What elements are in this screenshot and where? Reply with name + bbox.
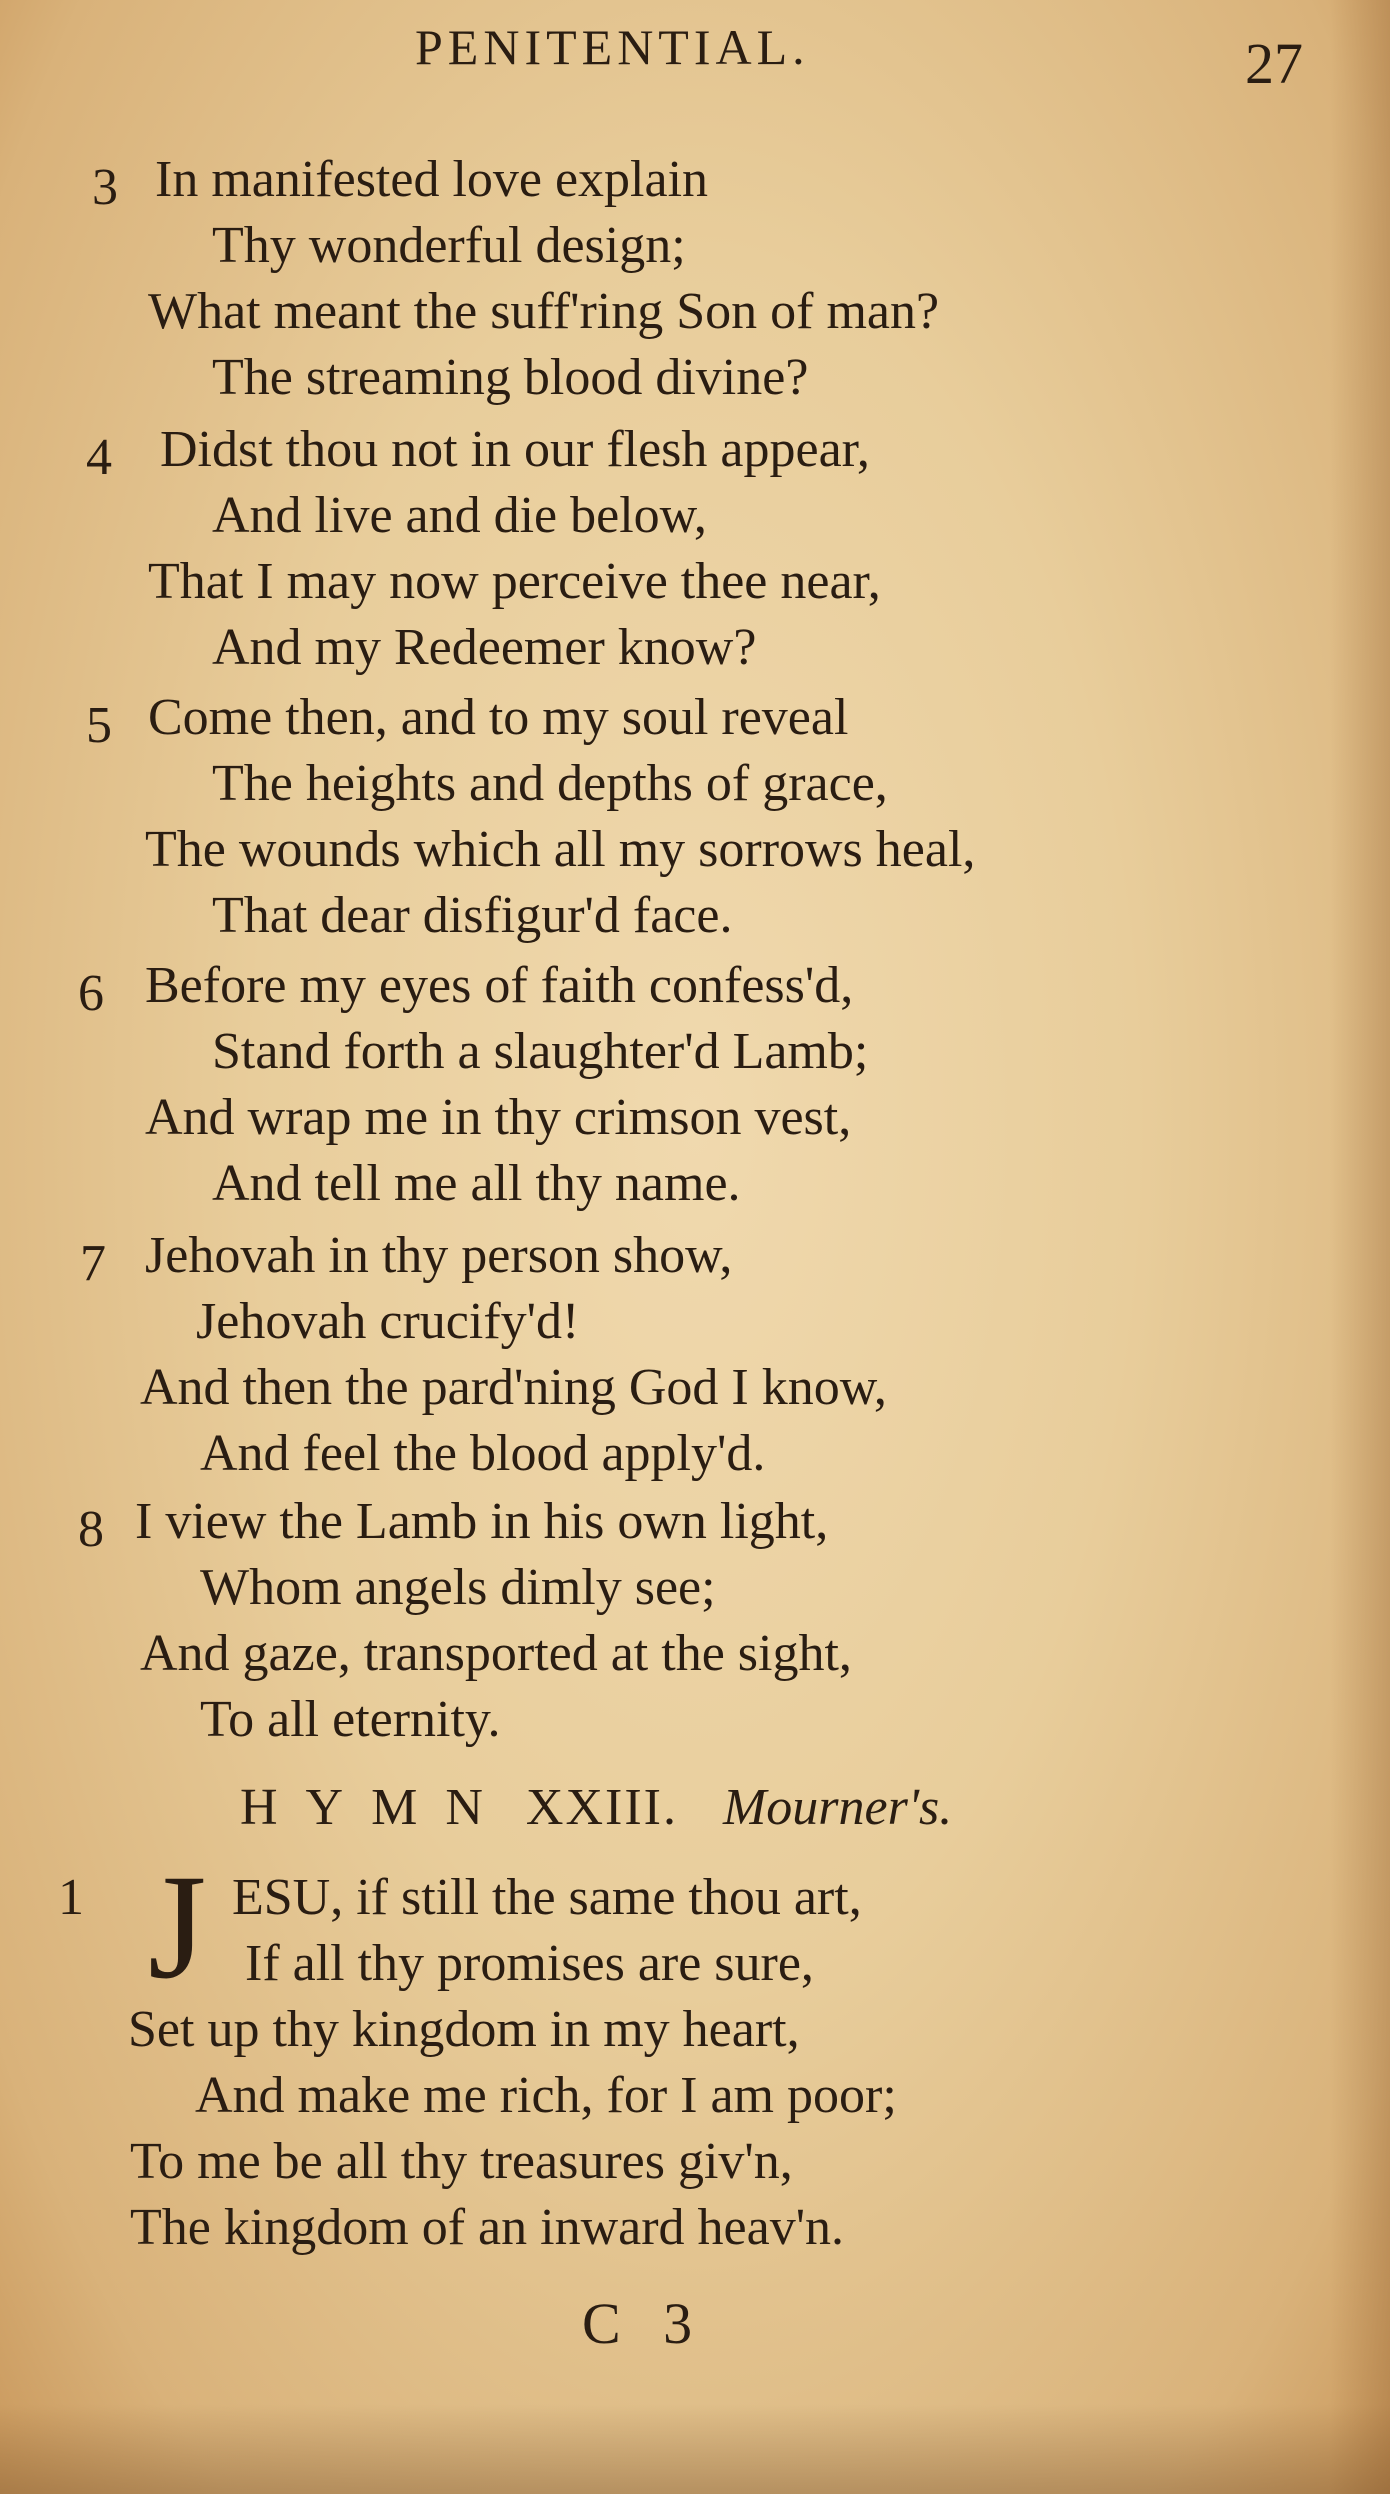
verse-line: What meant the suff'ring Son of man? (148, 283, 940, 340)
verse-line: Stand forth a slaughter'd Lamb; (212, 1023, 869, 1080)
hymn-label: HYMN (240, 1779, 511, 1836)
verse-line: That I may now perceive thee near, (148, 553, 881, 610)
verse-line: And my Redeemer know? (212, 619, 757, 676)
verse-line: Jehovah crucify'd! (196, 1293, 580, 1350)
hymn-numeral: XXIII. (525, 1779, 678, 1836)
verse-line: To all eternity. (200, 1691, 501, 1748)
verse-line: Jehovah in thy person show, (145, 1227, 733, 1284)
verse-line: If all thy promises are sure, (245, 1935, 814, 1992)
verse-line: In manifested love explain (155, 151, 709, 208)
verse-number: 1 (58, 1869, 84, 1926)
verse-number: 6 (78, 965, 104, 1022)
page-edge-shadow (1330, 0, 1390, 2494)
verse-number: 3 (92, 159, 118, 216)
verse-line: Thy wonderful design; (212, 217, 686, 274)
verse-line: The kingdom of an inward heav'n. (130, 2199, 845, 2256)
verse-line: And wrap me in thy crimson vest, (145, 1089, 852, 1146)
verse-line: The streaming blood divine? (212, 349, 809, 406)
verse-line: Whom angels dimly see; (200, 1559, 716, 1616)
verse-line: To me be all thy treasures giv'n, (130, 2133, 793, 2190)
verse-line: Set up thy kingdom in my heart, (128, 2001, 800, 2058)
verse-line: And feel the blood apply'd. (200, 1425, 766, 1482)
verse-line: The heights and depths of grace, (212, 755, 888, 812)
verse-line: And live and die below, (212, 487, 707, 544)
drop-cap: J (148, 1844, 207, 2010)
verse-line: Before my eyes of faith confess'd, (145, 957, 854, 1014)
verse-number: 8 (78, 1501, 104, 1558)
signature-mark: C 3 (582, 2291, 707, 2356)
verse-line: And then the pard'ning God I know, (140, 1359, 887, 1416)
verse-number: 4 (86, 429, 112, 486)
verse-line: And tell me all thy name. (212, 1155, 741, 1212)
verse-number: 5 (86, 697, 112, 754)
verse-line: ESU, if still the same thou art, (232, 1869, 862, 1926)
verse-number: 7 (80, 1235, 106, 1292)
hymn-title (240, 1778, 952, 1837)
running-head: PENITENTIAL. (415, 19, 810, 75)
verse-line: Didst thou not in our flesh appear, (160, 421, 870, 478)
verse-line: Come then, and to my soul reveal (148, 689, 849, 746)
verse-line: And gaze, transported at the sight, (140, 1625, 852, 1682)
page-bottom-shadow (0, 2404, 1390, 2494)
verse-line: The wounds which all my sorrows heal, (145, 821, 976, 878)
verse-line: I view the Lamb in his own light, (135, 1493, 829, 1550)
page-number: 27 (1245, 31, 1303, 96)
verse-line: And make me rich, for I am poor; (195, 2067, 897, 2124)
verse-line: That dear disfigur'd face. (212, 887, 733, 944)
hymn-subtitle: Mourner's. (722, 1779, 953, 1836)
